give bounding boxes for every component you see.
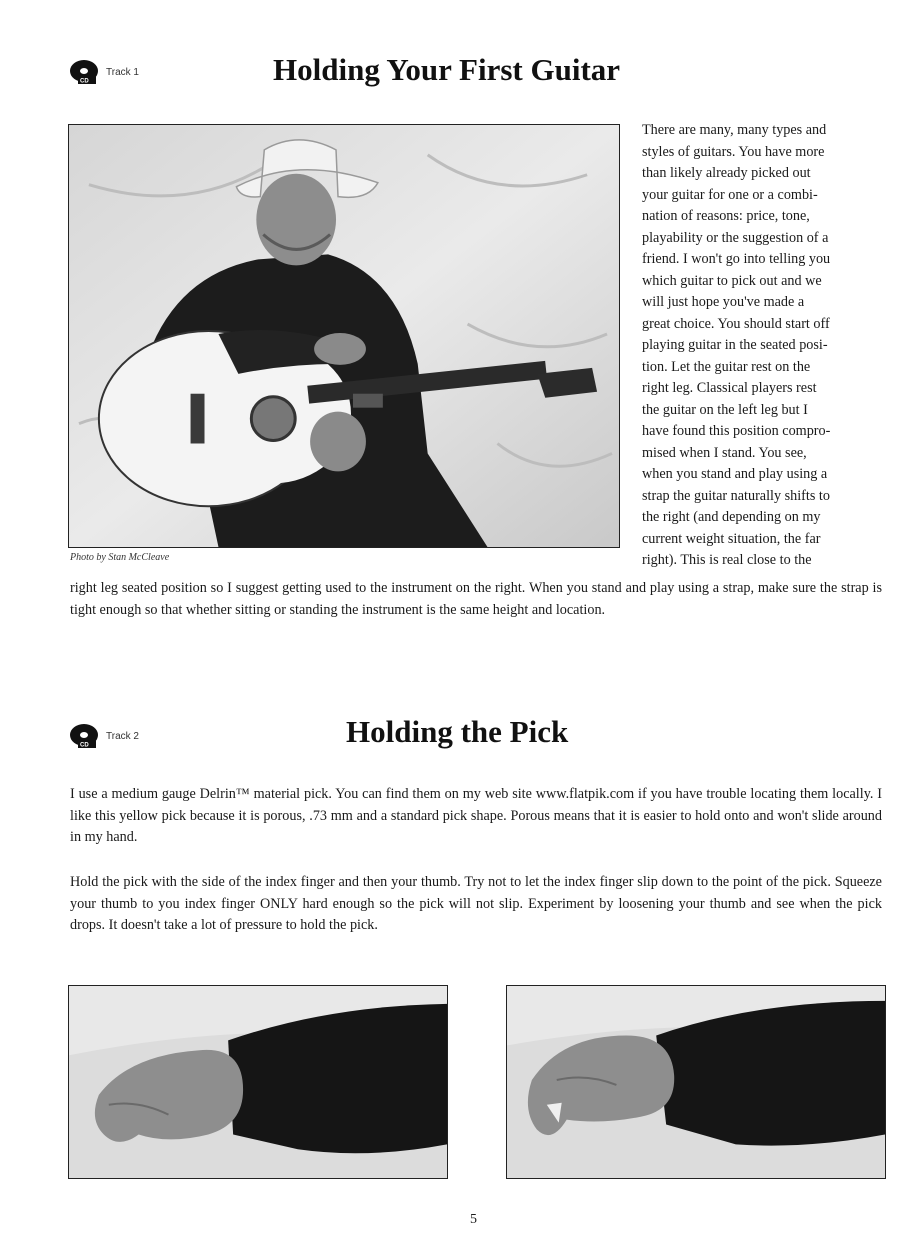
pick-paragraph-2: Hold the pick with the side of the index finger and then your thumb. Try not to let the index finger slip down to the point of the pick. Squeeze your thumb to you index finger ONLY hard enough so the pick will not slip. Experiment by loosening your thumb and see when the pick drops. It doesn't take a lot of pressure to hold the pick. [70,874,882,933]
col-line: great choice. You should start off [642,315,830,332]
col-line: than likely already picked out [642,165,811,181]
col-line: There are many, many types and [642,122,827,138]
col-line: will just hope you've made a [642,294,805,310]
col-line: current weight situation, the far [642,530,821,547]
hand-pick-photo-right [506,985,886,1179]
track-1-marker [68,58,139,86]
col-line: the guitar on the left leg but I [642,401,808,418]
col-line: the right (and depending on my [642,509,821,525]
cd-icon [68,722,102,750]
guitarist-photo [68,124,620,548]
col-line: which guitar to pick out and we [642,272,822,289]
intro-text-column [642,120,882,572]
photo-caption: Photo by Stan McCleave [70,552,170,563]
col-line: your guitar for one or a combi- [642,186,818,203]
pick-paragraph-1: I use a medium gauge Delrin™ material pick. You can find them on my web site www.flatpik.com if you have trouble locating them locally. I like this yellow pick because it is porous, .73 mm and a standard pick shape. Porous means that it is easier to hold onto and won't slide around in my hand. [70,786,882,845]
page-number: 5 [470,1212,477,1227]
col-line: tion. Let the guitar rest on the [642,358,811,375]
col-line: nation of reasons: price, tone, [642,208,810,224]
col-line: strap the guitar naturally shifts to [642,487,830,504]
col-line: right). This is real close to the [642,552,812,568]
section-title-first-guitar: Holding Your First Guitar [273,52,621,87]
cd-icon [68,58,102,86]
col-line: styles of guitars. You have more [642,143,825,160]
intro-text-continuation: right leg seated position so I suggest getting used to the instrument on the right. When you stand and play using a strap, make sure the strap is tight enough so that whether sitting or standing the instrument is the same height and location. [70,580,882,618]
col-line: right leg. Classical players rest [642,380,817,396]
track-1-label: Track 1 [106,66,139,78]
track-2-marker [68,722,139,750]
svg-text:CD: CD [80,742,89,749]
col-line: friend. I won't go into telling you [642,251,831,267]
col-line: playability or the suggestion of a [642,229,829,246]
col-line: mised when I stand. You see, [642,444,807,461]
track-2-label: Track 2 [106,730,139,742]
svg-text:CD: CD [80,78,89,85]
col-line: when you stand and play using a [642,466,828,482]
section-title-holding-pick: Holding the Pick [346,714,569,749]
col-line: have found this position compro- [642,423,831,439]
hand-pick-photo-left [68,985,448,1179]
col-line: playing guitar in the seated posi- [642,337,828,353]
